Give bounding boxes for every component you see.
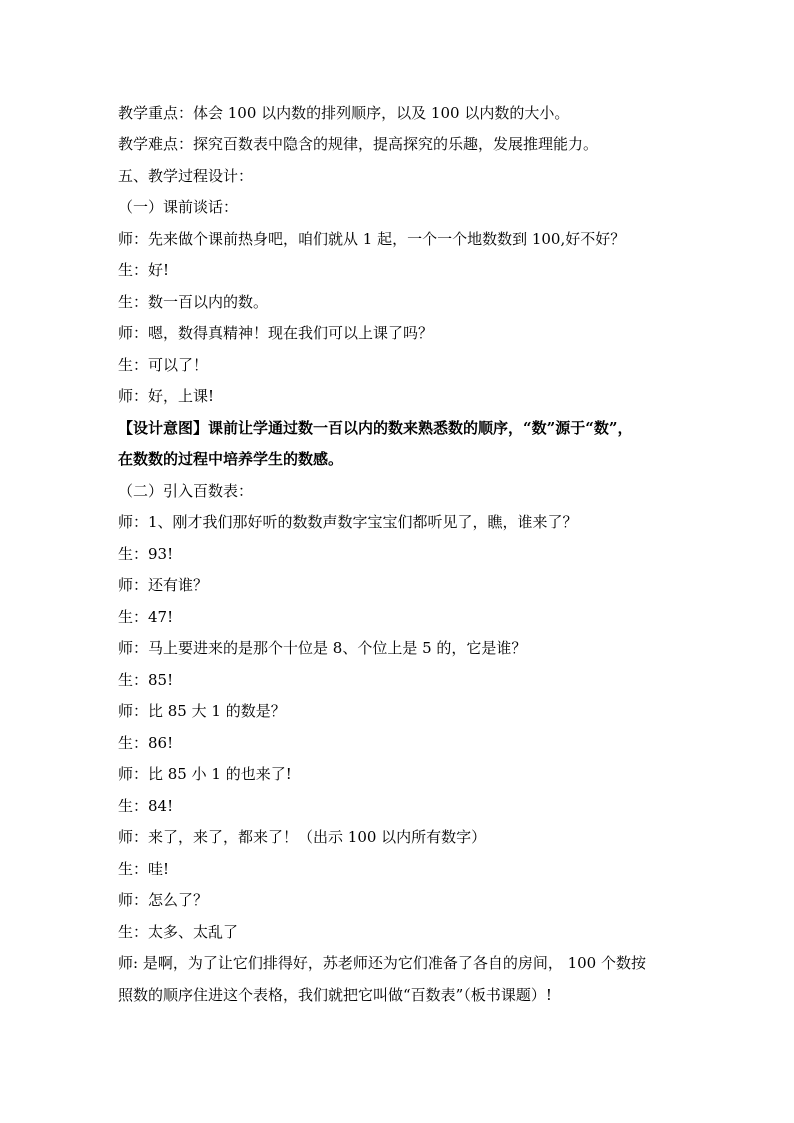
dialogue-line: 生：84! xyxy=(118,797,174,815)
design-intent-continued: 在数数的过程中培养学生的数感。 xyxy=(118,450,344,468)
design-intent: 【设计意图】课前让学通过数一百以内的数来熟悉数的顺序，“数”源于“数”， xyxy=(118,419,633,437)
dialogue-line: 生：太多、太乱了 xyxy=(118,923,239,941)
dialogue-line: 生：数一百以内的数。 xyxy=(118,293,269,311)
dialogue-line: 师：1、刚才我们那好听的数数声数字宝宝们都听见了，瞧，谁来了？ xyxy=(118,513,578,531)
section-heading-5: 五、教学过程设计： xyxy=(118,167,254,185)
dialogue-line: 师：马上要进来的是那个十位是 8、个位上是 5 的，它是谁？ xyxy=(118,639,527,657)
dialogue-line: 生：47! xyxy=(118,608,174,626)
dialogue-line: 师：比 85 小 1 的也来了! xyxy=(118,765,292,783)
subsection-heading-1: （一）课前谈话： xyxy=(118,198,239,216)
dialogue-line: 师：比 85 大 1 的数是？ xyxy=(118,702,286,720)
dialogue-line: 生：可以了！ xyxy=(118,356,209,374)
dialogue-line: 生：93! xyxy=(118,545,174,563)
dialogue-line: 师：先来做个课前热身吧，咱们就从 1 起，一个一个地数数到 100,好不好？ xyxy=(118,230,626,248)
dialogue-line: 师：好，上课! xyxy=(118,387,215,405)
dialogue-line: 师：还有谁？ xyxy=(118,576,209,594)
dialogue-line: 生：好! xyxy=(118,261,170,279)
teaching-difficulty: 教学难点：探究百数表中隐含的规律，提高探究的乐趣，发展推理能力。 xyxy=(118,135,599,153)
dialogue-line: 师：怎么了？ xyxy=(118,891,209,909)
dialogue-line: 师：来了，来了，都来了！（出示 100 以内所有数字） xyxy=(118,828,487,846)
dialogue-line: 生：85! xyxy=(118,671,174,689)
subsection-heading-2: （二）引入百数表： xyxy=(118,482,254,500)
teaching-focus: 教学重点：体会 100 以内数的排列顺序，以及 100 以内数的大小。 xyxy=(118,104,570,122)
dialogue-line: 生：哇! xyxy=(118,860,170,878)
dialogue-line: 生：86! xyxy=(118,734,174,752)
dialogue-line: 师：嗯，数得真精神！现在我们可以上课了吗？ xyxy=(118,324,434,342)
dialogue-line-continued: 照数的顺序住进这个表格，我们就把它叫做“百数表”（板书课题）! xyxy=(118,986,552,1004)
dialogue-line: 师: 是啊，为了让它们排得好，苏老师还为它们准备了各自的房间， 100 个数按 xyxy=(118,954,646,972)
